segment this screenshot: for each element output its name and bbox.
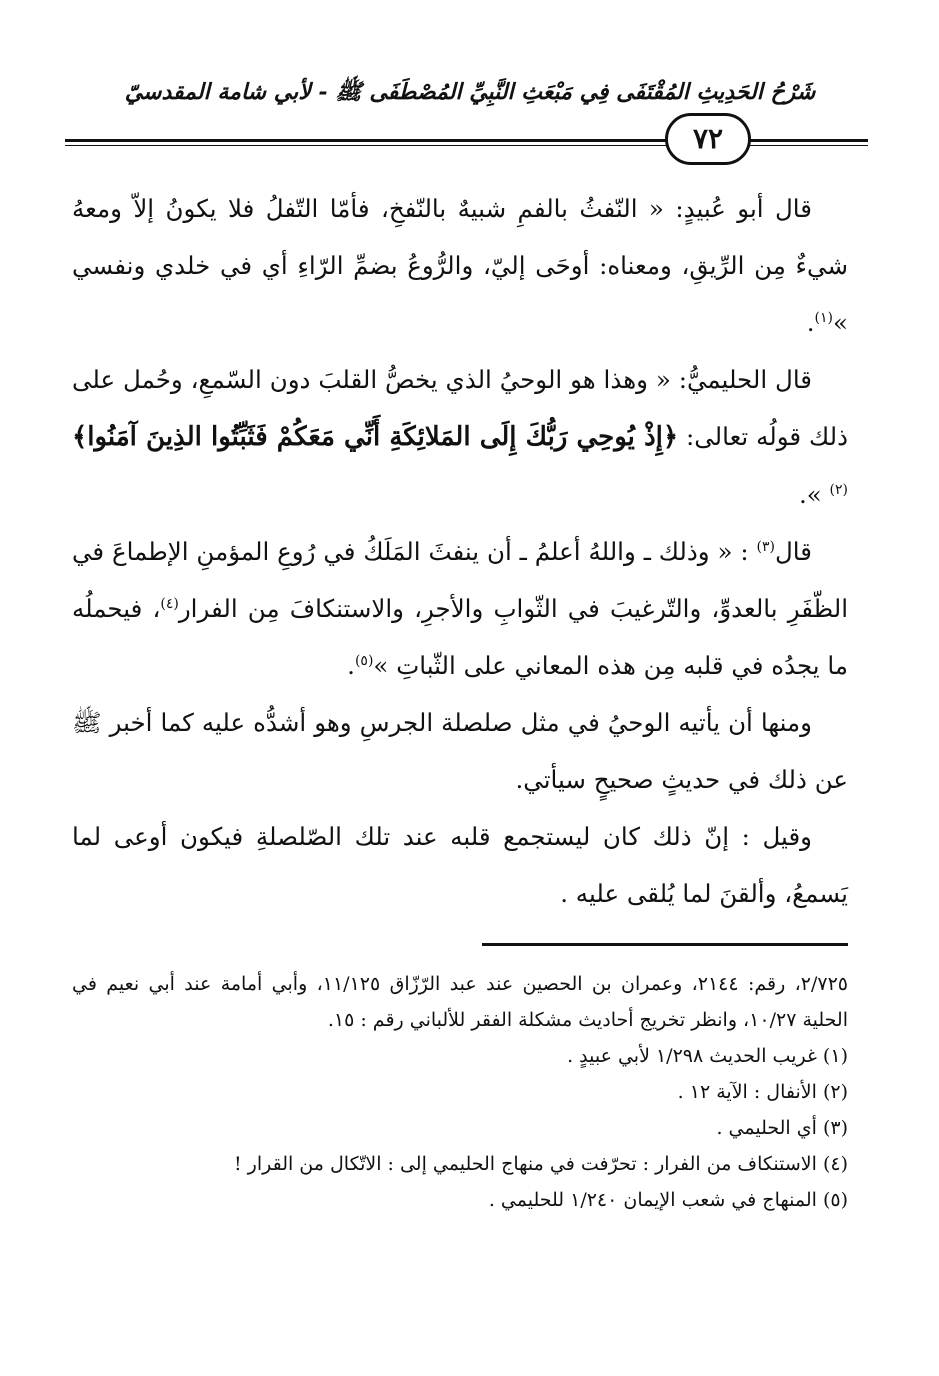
header-rule-left-thin: [65, 145, 667, 146]
footnote-1: (١) غريب الحديث ١/٢٩٨ لأبي عبيدٍ .: [567, 1045, 848, 1067]
footnote-3: (٣) أي الحليمي .: [716, 1117, 848, 1139]
paragraph-text: قال: [775, 537, 812, 566]
footnote-ref-2: (٢): [829, 481, 848, 498]
paragraph-abu-ubaid: [72, 180, 848, 351]
header-rule-right-thin: [746, 145, 868, 146]
paragraph-text: : « وذلك ـ واللهُ أعلمُ ـ أن ينفثَ المَلَكُ في رُوعِ المؤمنِ الإطماعَ في الظّفَرِ بالعدوِّ، والتّرغيبَ في الثّوابِ والأجرِ، والاستنكافَ مِن الفرار: [72, 537, 848, 623]
main-text: [72, 180, 848, 922]
footnote-4: (٤) الاستنكاف من الفرار : تحرّفت في منهاج الحليمي إلى : الاتّكال من القرار !: [233, 1153, 848, 1175]
punctuation: .: [806, 308, 815, 337]
paragraph-salsala: ومنها أن يأتيه الوحيُ في مثل صلصلة الجرسِ وهو أشدُّه عليه كما أخبر ﷺ عن ذلك في حديثٍ صحيحٍ سيأتي.: [72, 708, 848, 794]
footnote-ref-4: (٤): [160, 595, 179, 612]
page-number-badge: ٧٢: [665, 113, 751, 165]
footnote-ref-3: (٣): [756, 538, 775, 555]
quran-verse: ﴿إِذْ يُوحِي رَبُّكَ إِلَى المَلائِكَةِ أَنِّي مَعَكُمْ فَثَبِّتُوا الذِينَ آمَنُوا﴾: [72, 422, 679, 452]
paragraph-text: ، فيحملُه ما يجدُه في قلبه مِن هذه المعاني على الثّباتِ »: [72, 594, 848, 680]
footnote-separator: [482, 943, 848, 946]
paragraph-qala: [72, 523, 848, 694]
footnote-ref-5: (٥): [354, 652, 374, 669]
paragraph-text: قال الحليميُّ: « وهذا هو الوحيُ الذي يخصُّ القلبَ دون السّمعِ، وحُمل على ذلك قولُه تعالى:: [72, 365, 849, 451]
footnote-ref-1: (١): [814, 309, 833, 326]
footnote-5: (٥) المنهاج في شعب الإيمان ١/٢٤٠ للحليمي .: [488, 1189, 848, 1211]
paragraph-qila: وقيل : إنّ ذلك كان ليستجمع قلبه عند تلك الصّلصلةِ فيكون أوعى لما يَسمعُ، وألقنَ لما يُلقى عليه .: [72, 822, 848, 908]
paragraph-text: قال أبو عُبيدٍ: « النّفثُ بالفمِ شبيهٌ بالنّفخِ، فأمّا التّفلُ فلا يكونُ إلاّ ومعهُ شيءٌ مِن الرِّيقِ، ومعناه: أوحَى إليّ، والرُّوعُ بضمِّ الرّاءِ أي في خلدي ونفسي »: [72, 194, 848, 337]
punctuation: .: [347, 651, 355, 680]
header-rule-left: [65, 139, 667, 142]
punctuation: ».: [798, 480, 822, 509]
paragraph-halimi: [72, 351, 848, 523]
footnote-continuation: ٢/٧٢٥، رقم: ٢١٤٤، وعمران بن الحصين عند عبد الرّزّاق ١١/١٢٥، وأبي أمامة عند أبي نعيم في الحلية ١٠/٢٧، وانظر تخريج أحاديث مشكلة الفقر للألباني رقم : ١٥.: [72, 973, 848, 1031]
running-header-title: شَرْحُ الحَدِيثِ المُقْتَفَى فِي مَبْعَثِ النَّبِيِّ المُصْطَفَى ﷺ - لأبي شامة المقدسيّ: [124, 79, 816, 105]
footnotes: [72, 966, 848, 1218]
footnote-2: (٢) الأنفال : الآية ١٢ .: [677, 1081, 848, 1103]
header-rule-right: [746, 139, 868, 142]
